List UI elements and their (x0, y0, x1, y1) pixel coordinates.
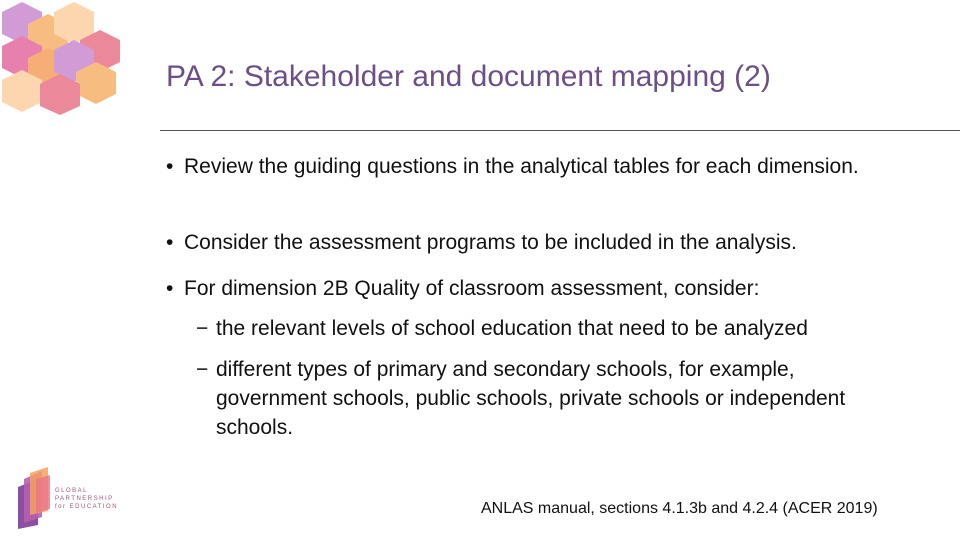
bullet-item (166, 152, 864, 181)
page-title: PA 2: Stakeholder and document mapping (2) (166, 60, 771, 93)
bullet-text: Consider the assessment programs to be included in the analysis. (184, 231, 797, 254)
sub-bullet-item (196, 314, 808, 343)
logo-line: GLOBAL (55, 488, 89, 494)
sub-bullet-mark: − (196, 358, 209, 381)
title-divider (160, 130, 960, 131)
bullet-mark: • (166, 231, 174, 254)
bullet-text: Review the guiding questions in the analytical tables for each dimension. (184, 155, 859, 178)
bullet-mark: • (166, 277, 174, 300)
logo-line: PARTNERSHIP (55, 496, 114, 502)
bullet-item (166, 228, 797, 257)
gpe-logo-text (55, 487, 118, 511)
hexagon-pattern-icon (0, 0, 130, 115)
citation-text: ANLAS manual, sections 4.1.3b and 4.2.4 (ACER 2019) (481, 500, 878, 517)
sub-bullet-mark: − (196, 317, 209, 340)
bullet-text: For dimension 2B Quality of classroom assessment, consider: (184, 277, 760, 300)
sub-bullet-item (196, 355, 896, 442)
sub-bullet-text: the relevant levels of school education that need to be analyzed (216, 317, 808, 340)
bullet-item (166, 274, 759, 303)
logo-line: for EDUCATION (55, 504, 119, 510)
bullet-mark: • (166, 155, 174, 178)
sub-bullet-text: different types of primary and secondary schools, for example, government schools, public schools, private schools or independent schools. (216, 358, 846, 439)
